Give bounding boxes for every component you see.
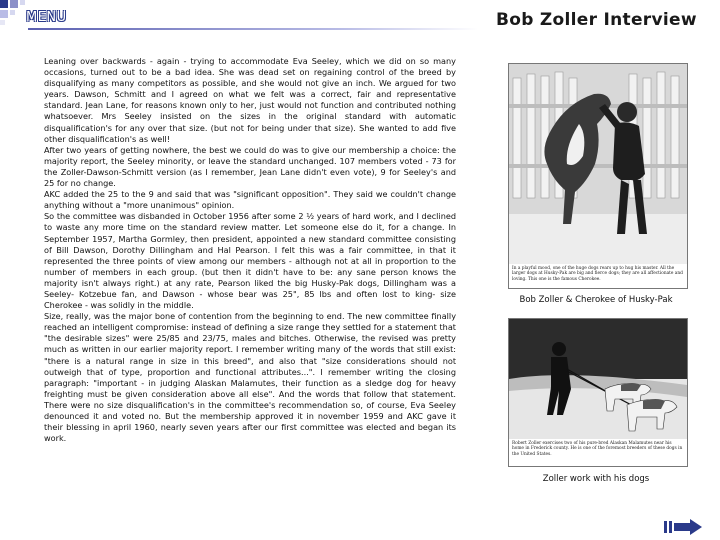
paragraph: So the committee was disbanded in October 1956 after some 2 ½ years of hard work, and I declined to waste any more time on the standard review matter. Let someone else do it, for a change. In September 1957, Martha Gormley, then president, appointed a new standard committee consisting of Bill Dawson, Dorothy Dillingham and Hal Pearson. I felt this was a fair committee, in that it represented the three points of view among our members - although not at all in proportion to the number of members in each group. (but then it didn't have to be: any sane person knows the majority isn't always right.) at any rate, Pearson liked the big Husky-Pak dogs, Dillingham was a Seeley- Kotzebue fan, and Dawson - whose bear was 25", 85 lbs and often lost to king- size Cherokee - was solidly in the middle.: [44, 211, 456, 311]
page-title: Bob Zoller Interview: [496, 10, 697, 30]
photo-zoller-cherokee: [508, 63, 688, 289]
paragraph: After two years of getting nowhere, the best we could do was to give our membership a choice: the majority report, the Seeley minority, or leave the standard unchanged. 107 members voted - 73 for the Zoller-Dawson-Schmitt version (as I remember, Jean Lane didn't even vote), 9 for Seeley's and 25 for no change.: [44, 144, 456, 189]
header-rule: [28, 28, 478, 30]
menu-button[interactable]: MENU: [26, 10, 67, 25]
photo-caption: Bob Zoller & Cherokee of Husky-Pak: [519, 295, 673, 305]
next-arrow-icon[interactable]: [664, 519, 702, 535]
photo-printed-caption: Robert Zoller exercises two of his pure-bred Alaskan Malamutes near his home in Frederick county. He is one of the foremost breeders of these dogs in the United States.: [512, 441, 683, 457]
paragraph: Size, really, was the major bone of contention from the beginning to end. The new committee finally reached an intelligent compromise: instead of defining a size range they settled for a statement that "the desirable sizes" were 25/85 and 23/75, males and bitches. Otherwise, the revised was pretty much as written in our earlier majority report. I remember writing many of the words that still exist: "there is a natural range in size in this breed", and also that "size considerations should not outweigh that of type, proportion and functional attributes...". I remember writing the closing paragraph: "important - in judging Alaskan Malamutes, their function as a sledge dog for heavy freighting must be given consideration above all else". And the words that follow that statement. There were no size disqualification's in the committee's recommendation so, of course, Eva Seeley denounced it and voted no. But the membership approved it in november 1959 and AKC gave it their blessing in april 1960, nearly seven years after our first committee was elected and began its work.: [44, 311, 456, 444]
paragraph: Leaning over backwards - again - trying to accommodate Eva Seeley, which we did on so many occasions, turned out to be a bad idea. She was dead set on regaining control of the breed by disqualifying as many competitors as possible, and she would not give an inch. We argued for two years. Dawson, Schmitt and I agreed on what we felt was a correct, fair and representative standard. Jean Lane, for reasons known only to her, just would not function and contributed nothing whatsoever. Mrs Seeley insisted on the sizes in the original standard with automatic disqualification's for any over that size. (but not for being under that size). She wanted to add five other disqualification's as well!: [44, 56, 456, 144]
photo-caption: Zoller work with his dogs: [542, 474, 650, 484]
paragraph: AKC added the 25 to the 9 and said that was "significant opposition". They said we couldn't change anything without a "more unanimous" opinion.: [44, 189, 456, 211]
photo-illustration: [509, 64, 687, 288]
interview-text: [44, 56, 456, 444]
photo-zoller-dogs: [508, 318, 688, 467]
photo-printed-caption: In a playful mood, one of the huge dogs rears up to hug his master. All the larger dogs at Husky-Pak are big and fierce dogs; they are all affectionate and loving. This one is the famous Cherokee.: [512, 266, 683, 282]
